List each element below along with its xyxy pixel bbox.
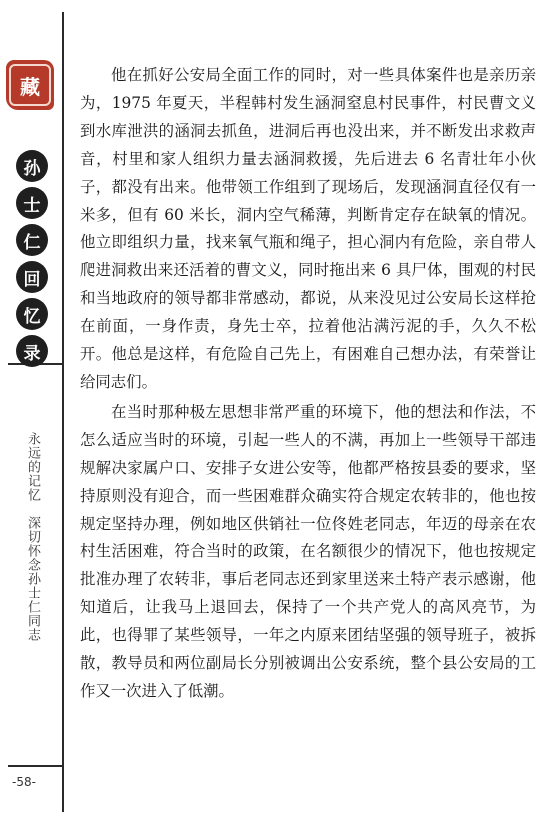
paragraph: 在当时那种极左思想非常严重的环境下，他的想法和作法，不怎么适应当时的环境，引起一些人的不满，再加上一些领导干部违规解决家属户口、安排子女进公安等，他都严格按县委的要求，坚持原则没有迎合，而一些困难群众确实符合规定农转非的，他也按规定坚持办理，例如地区供销社一位佟姓老同志，年迈的母亲在农村生活困难，符合当时的政策，在名额很少的情况下，他也按规定批准办理了农转非，事后老同志还到家里送来土特产表示感谢，他知道后，让我马上退回去，保持了一个共产党人的高风亮节，为此，也得罪了某些领导，一年之内原来团结坚强的领导班子，被拆散，教导员和两位副局长分别被调出公安系统，整个县公安局的工作又一次进入了低潮。	[80, 402, 536, 700]
sidebar-divider-bottom	[8, 765, 64, 767]
book-title	[14, 150, 54, 367]
book-title-char: 忆	[16, 298, 48, 330]
paragraph: 他在抓好公安局全面工作的同时，对一些具体案件也是亲历亲为，1975 年夏天，半程韩村发生涵洞窒息村民事件，村民曹文义到水库泄洪的涵洞去抓鱼，进洞后再也没出来，并不断发出求救声音，村里和家人组织力量去涵洞救援，先后进去 6 名青壮年小伙子，都没有出来。他带领工作组到了现场后，发现涵洞直径仅有一米多，但有 60 米长，洞内空气稀薄，判断肯定存在缺氧的情况。他立即组织力量，找来氧气瓶和绳子，担心洞内有危险，亲自带人爬进洞救出来还活着的曹文义，同时拖出来 6 具尸体，围观的村民和当地政府的领导都非常感动，都说，从来没见过公安局长这样抢在前面，一身作责，身先士卒，拉着他沾满污泥的手，久久不松开。他总是这样，有危险自己先上，有困难自己想办法，有荣誉让给同志们。	[80, 66, 536, 391]
book-title-char: 士	[16, 187, 48, 219]
book-title-char: 孙	[16, 150, 48, 182]
sidebar-divider-vertical	[62, 12, 64, 812]
section-title-sub: 深切怀念孙士仁同志	[25, 516, 40, 642]
collection-seal-icon	[6, 60, 54, 110]
book-title-char: 回	[16, 261, 48, 293]
seal-text: 藏	[9, 64, 51, 106]
book-title-char: 仁	[16, 224, 48, 256]
section-title-main: 永远的记忆	[25, 432, 40, 502]
book-title-char: 录	[16, 335, 48, 367]
page-number: -58-	[12, 775, 36, 789]
section-title	[22, 432, 42, 642]
body-text	[80, 62, 536, 706]
